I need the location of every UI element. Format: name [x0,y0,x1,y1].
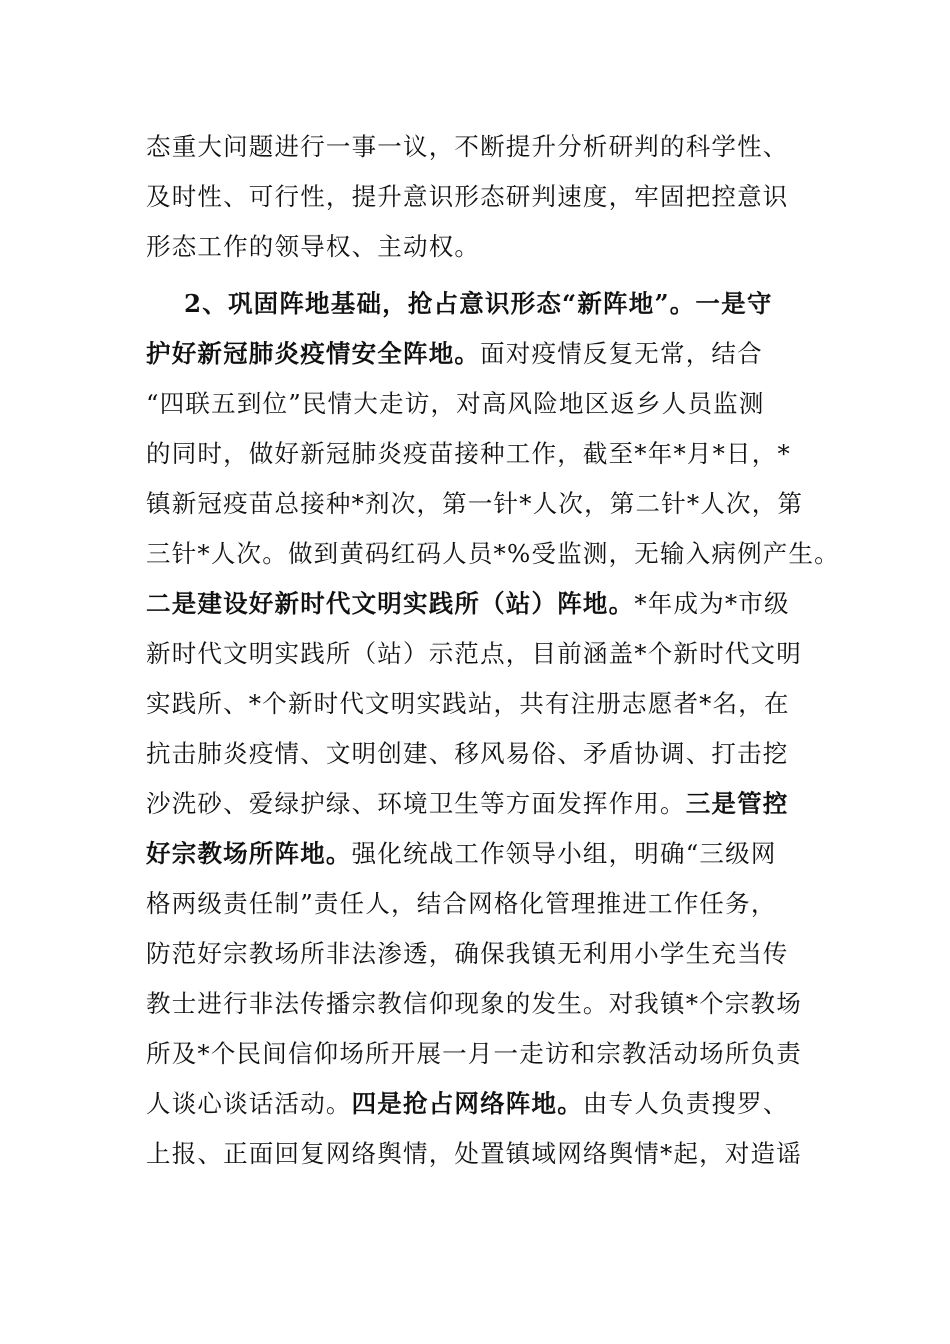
point-heading-3-cont: 好宗教场所阵地。 [146,839,352,868]
text-line: 新时代文明实践所（站）示范点，目前涵盖*个新时代文明 [146,639,802,668]
text-run: 强化统战工作领导小组，明确“三级网 [351,839,777,868]
text-line [146,1079,816,1129]
paragraph-continued [146,122,816,272]
text-line: 态重大问题进行一事一议，不断提升分析研判的科学性、 [146,132,789,161]
text-line: 的同时，做好新冠肺炎疫苗接种工作，截至*年*月*日，* [146,439,791,468]
text-run: *年成为*市级 [634,589,790,618]
text-line: 防范好宗教场所非法渗透，确保我镇无利用小学生充当传 [146,939,789,968]
point-heading-1: 护好新冠肺炎疫情安全阵地。 [146,339,481,368]
text-line [146,279,816,329]
text-run: 面对疫情反复无常，结合 [480,339,763,368]
text-line [146,579,816,629]
point-heading-2: 二是建设好新时代文明实践所（站）阵地。 [146,589,635,618]
text-run: 由专人负责搜罗、 [582,1089,789,1118]
paragraph-section-2 [146,279,840,1179]
point-heading-4: 四是抢占网络阵地。 [351,1089,583,1118]
text-line: 所及*个民间信仰场所开展一月一走访和宗教活动场所负责 [146,1039,802,1068]
text-line [146,779,816,829]
text-line: 实践所、*个新时代文明实践站，共有注册志愿者*名，在 [146,689,790,718]
text-line: 抗击肺炎疫情、文明创建、移风易俗、矛盾协调、打击挖 [146,739,789,768]
text-run: 沙洗砂、爱绿护绿、环境卫生等方面发挥作用。 [146,789,686,818]
text-line: 上报、正面回复网络舆情，处置镇域网络舆情*起，对造谣 [146,1139,802,1168]
text-line: 及时性、可行性，提升意识形态研判速度，牢固把控意识 [146,182,789,211]
paragraph-gap [146,272,816,279]
text-line: 镇新冠疫苗总接种*剂次，第一针*人次，第二针*人次，第 [146,489,804,518]
point-heading-3: 三是管控 [685,789,789,818]
text-line [146,329,816,379]
text-line [146,829,816,879]
text-run: 人谈心谈话活动。 [146,1089,352,1118]
document-body [146,122,840,1179]
text-line: 形态工作的领导权、主动权。 [146,232,481,261]
text-line: 格两级责任制”责任人，结合网格化管理推进工作任务， [146,889,777,918]
text-line: 三针*人次。做到黄码红码人员*%受监测，无输入病例产生。 [146,539,840,568]
text-line: “四联五到位”民情大走访，对高风险地区返乡人员监测 [146,389,765,418]
text-line: 教士进行非法传播宗教信仰现象的发生。对我镇*个宗教场 [146,989,802,1018]
section-heading: 2、巩固阵地基础，抢占意识形态“新阵地”。一是守 [184,289,773,318]
